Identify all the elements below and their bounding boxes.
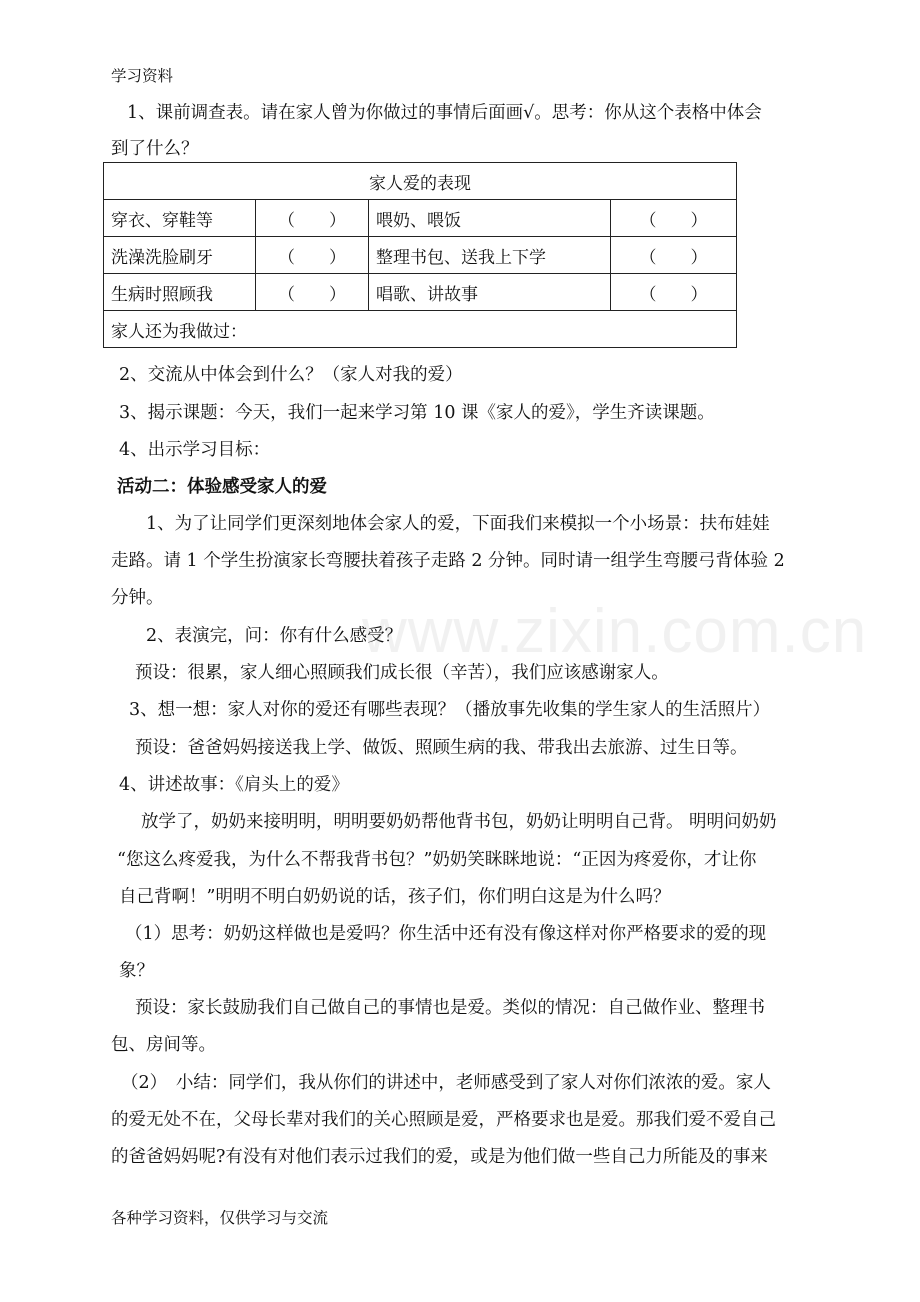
table-cell-item: 整理书包、送我上下学 [369,237,611,274]
activity-2-para-1-line-2: 走路。请 1 个学生扮演家长弯腰扶着孩子走路 2 分钟。同时请一组学生弯腰弓背体验 2 [111,551,785,571]
summary-line-2: 的爱无处不在，父母长辈对我们的关心照顾是爱，严格要求也是爱。那我们爱不爱自己 [111,1110,776,1130]
think-preset-line-1: 预设：家长鼓励我们自己做自己的事情也是爱。类似的情况：自己做作业、整理书 [135,998,765,1018]
page-footer: 各种学习资料，仅供学习与交流 [111,1209,329,1227]
check-parentheses[interactable]: （ ） [611,200,737,237]
page-header: 学习资料 [111,67,174,85]
check-parentheses[interactable]: （ ） [256,274,369,311]
table-row [104,274,737,311]
table-footer: 家人还为我做过： [104,311,737,348]
activity-2-para-3: 3、想一想：家人对你的爱还有哪些表现？（播放事先收集的学生家人的生活照片） [129,700,771,720]
table-cell-item: 唱歌、讲故事 [369,274,611,311]
table-cell-item: 生病时照顾我 [104,274,256,311]
activity-2-para-2: 2、表演完，问：你有什么感受？ [146,626,403,646]
intro-line-2: 到了什么？ [111,139,199,159]
summary-line-1: （2） 小结：同学们，我从你们的讲述中，老师感受到了家人对你们浓浓的爱。家人 [121,1073,771,1093]
story-line-1: 放学了，奶奶来接明明，明明要奶奶帮他背书包，奶奶让明明自己背。 明明问奶奶 [141,812,777,832]
table-cell-item: 穿衣、穿鞋等 [104,200,256,237]
table-row [104,237,737,274]
summary-line-3: 的爸爸妈妈呢?有没有对他们表示过我们的爱，或是为他们做一些自己力所能及的事来 [111,1147,768,1167]
activity-2-para-2-preset: 预设：很累，家人细心照顾我们成长很（辛苦），我们应该感谢家人。 [135,663,669,683]
activity-2-para-1-line-1: 1、为了让同学们更深刻地体会家人的爱，下面我们来模拟一个小场景：扶布娃娃 [146,514,770,534]
story-line-3: 自己背啊！”明明不明白奶奶说的话，孩子们，你们明白这是为什么吗？ [119,887,671,907]
intro-line-1: 1、课前调查表。请在家人曾为你做过的事情后面画√。思考：你从这个表格中体会 [127,103,762,123]
check-parentheses[interactable]: （ ） [256,200,369,237]
step-4: 4、出示学习目标： [119,440,271,460]
table-row [104,200,737,237]
think-preset-line-2: 包、房间等。 [111,1035,216,1055]
step-3: 3、揭示课题：今天，我们一起来学习第 10 课《家人的爱》，学生齐读课题。 [119,403,715,423]
think-line-1: （1）思考：奶奶这样做也是爱吗？你生活中还有没有像这样对你严格要求的爱的现 [125,924,767,944]
activity-2-para-4: 4、讲述故事：《肩头上的爱》 [119,775,349,795]
check-parentheses[interactable]: （ ） [611,237,737,274]
check-parentheses[interactable]: （ ） [611,274,737,311]
think-line-2: 象？ [119,961,154,981]
table-title: 家人爱的表现 [104,163,737,200]
table-cell-item: 洗澡洗脸刷牙 [104,237,256,274]
table-cell-item: 喂奶、喂饭 [369,200,611,237]
survey-table [103,162,737,348]
story-line-2: “您这么疼爱我，为什么不帮我背书包？”奶奶笑眯眯地说：“正因为疼爱你，才让你 [117,850,757,870]
watermark: www.zixin.com.cn [362,597,868,666]
check-parentheses[interactable]: （ ） [256,237,369,274]
activity-2-heading: 活动二：体验感受家人的爱 [117,477,327,497]
activity-2-para-3-preset: 预设：爸爸妈妈接送我上学、做饭、照顾生病的我、带我出去旅游、过生日等。 [135,738,748,758]
step-2: 2、交流从中体会到什么？（家人对我的爱） [119,365,463,385]
activity-2-para-1-line-3: 分钟。 [111,588,164,608]
